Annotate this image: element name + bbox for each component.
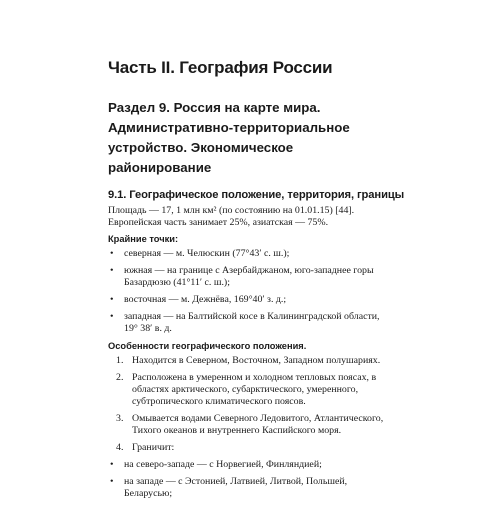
page-content bbox=[108, 58, 405, 505]
list-item-text: северная — м. Челюскин (77°43′ с. ш.); bbox=[124, 248, 290, 259]
bullet-icon: • bbox=[110, 265, 114, 276]
section-title: Раздел 9. Россия на карте мира. Административно-территориальное устройство. Экономическое районирование bbox=[108, 100, 350, 175]
bullet-icon: • bbox=[110, 248, 114, 259]
list-item bbox=[108, 476, 394, 500]
extreme-points-list bbox=[108, 248, 394, 335]
list-item-text: западная — на Балтийской косе в Калининградской области, 19° 38′ в. д. bbox=[124, 311, 380, 334]
list-item bbox=[108, 442, 394, 454]
list-item-text: восточная — м. Дежнёва, 169°40′ з. д.; bbox=[124, 294, 287, 305]
bullet-icon: • bbox=[110, 476, 114, 487]
list-item-text: Омывается водами Северного Ледовитого, Атлантического, Тихого океанов и внутреннего Каспийского моря. bbox=[132, 413, 384, 436]
list-item bbox=[108, 413, 394, 437]
list-item bbox=[108, 355, 394, 367]
list-item bbox=[108, 372, 394, 408]
item-number: 3. bbox=[116, 413, 124, 424]
item-number: 1. bbox=[116, 355, 124, 366]
bullet-icon: • bbox=[110, 294, 114, 305]
list-item bbox=[108, 248, 394, 260]
list-item-text: Граничит: bbox=[132, 442, 175, 453]
list-item-text: на северо-западе — с Норвегией, Финляндией; bbox=[124, 459, 322, 470]
list-item bbox=[108, 265, 394, 289]
list-item bbox=[108, 294, 394, 306]
list-item bbox=[108, 459, 394, 471]
extreme-points-heading: Крайние точки: bbox=[108, 234, 179, 244]
features-list bbox=[108, 355, 394, 454]
list-item-text: южная — на границе с Азербайджаном, юго-западнее горы Базардюзю (41°11′ с. ш.); bbox=[124, 265, 374, 288]
bullet-icon: • bbox=[110, 459, 114, 470]
subsection-title: 9.1. Географическое положение, территория, границы bbox=[108, 189, 405, 201]
list-item-text: на западе — с Эстонией, Латвией, Литвой, Польшей, Беларусью; bbox=[124, 476, 348, 499]
list-item-text: Находится в Северном, Восточном, Западном полушариях. bbox=[132, 355, 381, 366]
features-heading: Особенности географического положения. bbox=[108, 341, 307, 351]
list-item-text: Расположена в умеренном и холодном тепловых поясах, в областях арктического, субарктического, умеренного, субтропического климатического поясов. bbox=[132, 372, 377, 407]
part-title: Часть II. География России bbox=[108, 58, 333, 77]
intro-paragraph: Площадь — 17, 1 млн км² (по состоянию на 01.01.15) [44]. Европейская часть занимает 25%, азиатская — 75%. bbox=[108, 205, 355, 228]
item-number: 2. bbox=[116, 372, 124, 383]
borders-list bbox=[108, 459, 394, 500]
bullet-icon: • bbox=[110, 311, 114, 322]
item-number: 4. bbox=[116, 442, 124, 453]
list-item bbox=[108, 311, 394, 335]
